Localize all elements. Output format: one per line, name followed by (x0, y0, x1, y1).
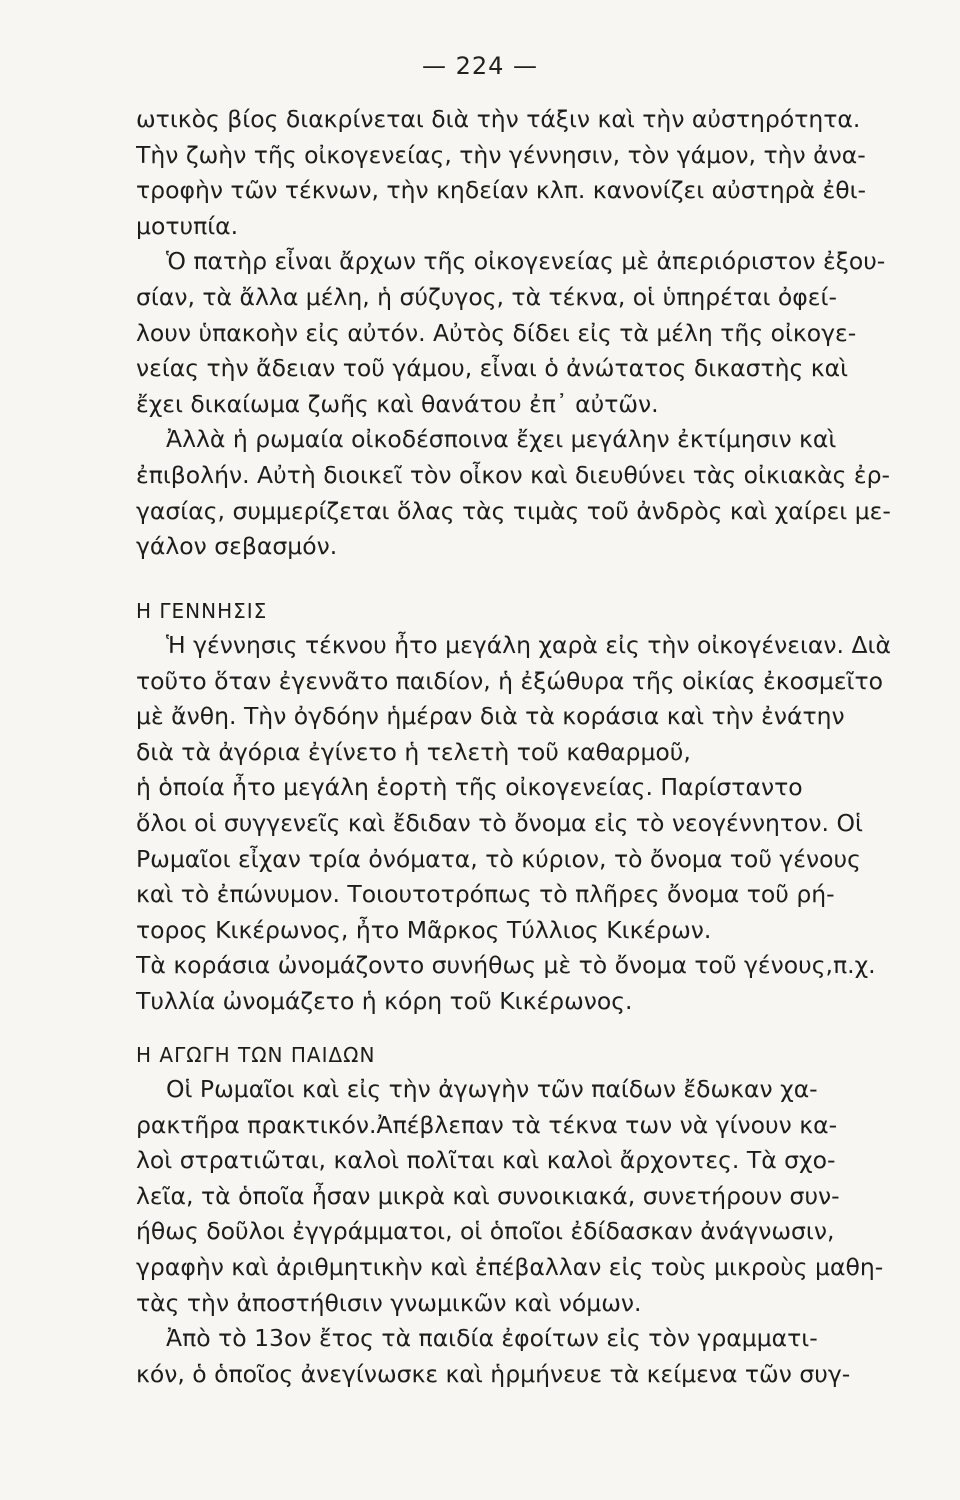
text-line: ἡ ὁποία ἦτο μεγάλη ἑορτὴ τῆς οἰκογενείας. Παρίσταντο (136, 773, 803, 802)
text-line: μοτυπία. (136, 211, 239, 240)
text-line: τορος Κικέρωνος, ἦτο Μᾶρκος Τύλλιος Κικέρων. (136, 915, 712, 944)
text-line: Τὴν ζωὴν τῆς οἰκογενείας, τὴν γέννησιν, τὸν γάμον, τὴν ἀνα- (136, 140, 866, 169)
text-line: Τὰ κοράσια ὠνομάζοντο συνήθως μὲ τὸ ὄνομα τοῦ γένους,π.χ. (136, 951, 876, 980)
section-birth (136, 594, 920, 1020)
text-line: Ἀπὸ τὸ 13ον ἔτος τὰ παιδία ἐφοίτων εἰς τὸν γραμματι- (166, 1324, 818, 1353)
text-line: γραφὴν καὶ ἀριθμητικὴν καὶ ἐπέβαλλαν εἰς τοὺς μικροὺς μαθη- (136, 1252, 884, 1281)
text-line: ωτικὸς βίος διακρίνεται διὰ τὴν τάξιν καὶ τὴν αὐστηρότητα. (136, 105, 861, 133)
text-line: γάλον σεβασμόν. (136, 532, 338, 561)
section-heading-birth: Η ΓΕΝΝΗΣΙΣ (136, 599, 268, 623)
text-line: μὲ ἄνθη. Τὴν ὀγδόην ἡμέραν διὰ τὰ κοράσια καὶ τὴν ἐνάτην (136, 702, 845, 731)
text-line: τοῦτο ὅταν ἐγεννᾶτο παιδίον, ἡ ἐξώθυρα τῆς οἰκίας ἐκοσμεῖτο (136, 666, 883, 695)
text-line: λοὶ στρατιῶται, καλοὶ πολῖται καὶ καλοὶ ἄρχοντες. Τὰ σχο- (136, 1146, 836, 1175)
text-line: σίαν, τὰ ἄλλα μέλη, ἡ σύζυγος, τὰ τέκνα, οἱ ὑπηρέται ὀφεί- (136, 282, 837, 311)
text-line: λουν ὑπακοὴν εἰς αὐτόν. Αὐτὸς δίδει εἰς τὰ μέλη τῆς οἰκογε- (136, 318, 857, 347)
text-line: κόν, ὁ ὁποῖος ἀνεγίνωσκε καὶ ἡρμήνευε τὰ κείμενα τῶν συγ- (136, 1359, 851, 1388)
text-line: Ἀλλὰ ἡ ρωμαία οἰκοδέσποινα ἔχει μεγάλην ἐκτίμησιν καὶ (166, 425, 837, 454)
section-heading-education: Η ΑΓΩΓΗ ΤΩΝ ΠΑΙΔΩΝ (136, 1043, 376, 1067)
text-line: Τυλλία ὠνομάζετο ἡ κόρη τοῦ Κικέρωνος. (136, 986, 633, 1015)
text-line: ρακτῆρα πρακτικόν.Ἀπέβλεπαν τὰ τέκνα των νὰ γίνουν κα- (136, 1110, 838, 1139)
text-line: Ὁ πατὴρ εἶναι ἄρχων τῆς οἰκογενείας μὲ ἀπεριόριστον ἐξου- (166, 247, 886, 276)
text-line: ὅλοι οἱ συγγενεῖς καὶ ἔδιδαν τὸ ὄνομα εἰς τὸ νεογέννητον. Οἱ (136, 808, 863, 837)
section-education (136, 1038, 920, 1392)
text-line: τὰς τὴν ἀποστήθισιν γνωμικῶν καὶ νόμων. (136, 1288, 642, 1317)
text-line: γασίας, συμμερίζεται ὅλας τὰς τιμὰς τοῦ ἀνδρὸς καὶ χαίρει με- (136, 496, 891, 525)
text-line: ήθως δοῦλοι ἐγγράμματοι, οἱ ὁποῖοι ἐδίδασκαν ἀνάγνωσιν, (136, 1217, 835, 1246)
text-line: λεῖα, τὰ ὁποῖα ἦσαν μικρὰ καὶ συνοικιακά, συνετήρουν συν- (136, 1181, 840, 1210)
text-line: καὶ τὸ ἐπώνυμον. Τοιουτοτρόπως τὸ πλῆρες ὄνομα τοῦ ρή- (136, 880, 835, 909)
page-number: — 224 — (421, 52, 539, 80)
text-line: Οἱ Ρωμαῖοι καὶ εἰς τὴν ἀγωγὴν τῶν παίδων ἔδωκαν χα- (166, 1075, 818, 1103)
text-line: διὰ τὰ ἀγόρια ἐγίνετο ἡ τελετὴ τοῦ καθαρμοῦ, (136, 737, 691, 766)
section-family-life (136, 102, 920, 565)
text-line: νείας τὴν ἄδειαν τοῦ γάμου, εἶναι ὁ ἀνώτατος δικαστὴς καὶ (136, 354, 849, 383)
text-line: Ρωμαῖοι εἶχαν τρία ὀνόματα, τὸ κύριον, τὸ ὄνομα τοῦ γένους (136, 844, 861, 873)
text-line: ἐπιβολήν. Αὐτὴ διοικεῖ τὸν οἶκον καὶ διευθύνει τὰς οἰκιακὰς ἐρ- (136, 460, 890, 489)
text-line: Ἡ γέννησις τέκνου ἦτο μεγάλη χαρὰ εἰς τὴν οἰκογένειαν. Διὰ (166, 631, 891, 659)
text-line: τροφὴν τῶν τέκνων, τὴν κηδείαν κλπ. κανονίζει αὐστηρὰ ἐθι- (136, 176, 867, 205)
text-line: ἔχει δικαίωμα ζωῆς καὶ θανάτου ἐπ᾽ αὐτῶν. (136, 389, 659, 418)
